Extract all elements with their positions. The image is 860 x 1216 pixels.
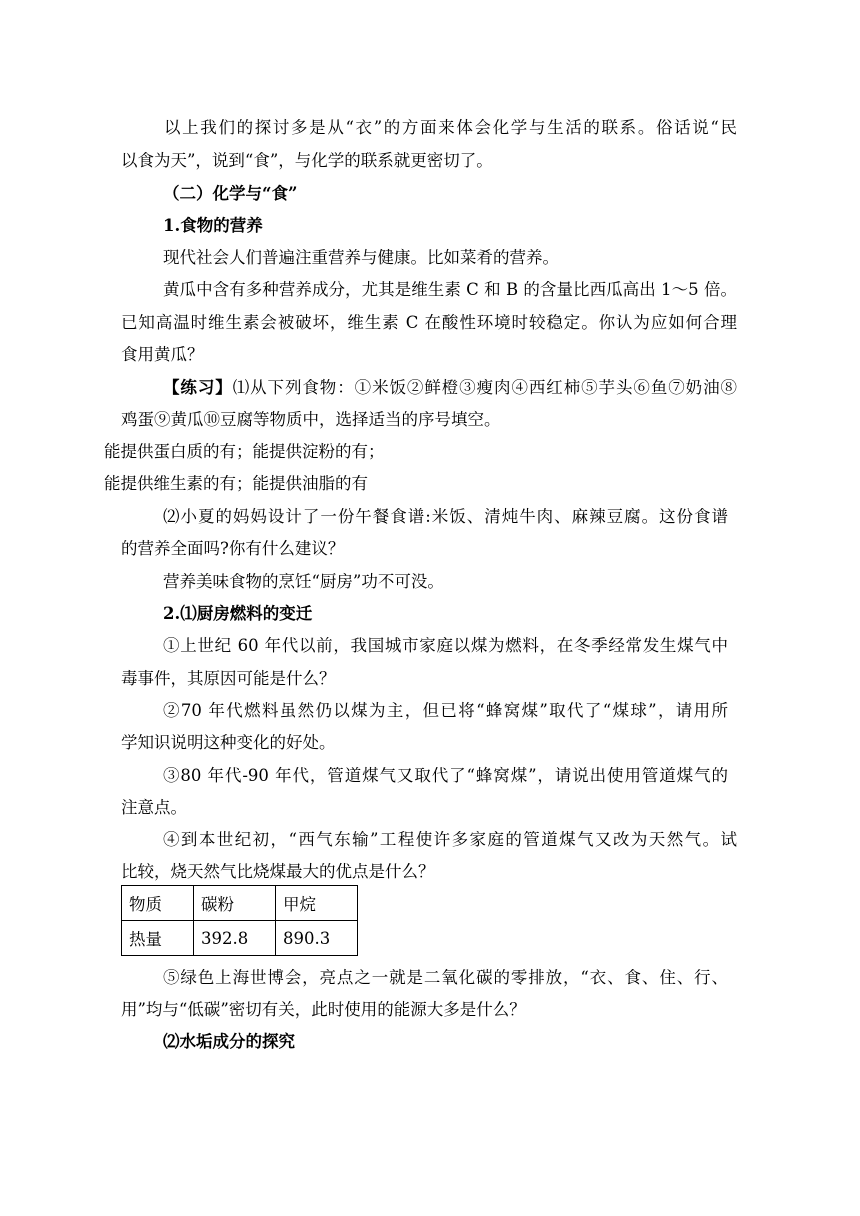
table-cell: 热量 bbox=[122, 921, 194, 956]
subsection-heading-nutrition: 1.食物的营养 bbox=[163, 216, 263, 235]
fuel-question-5-line-1: ⑤绿色上海世博会，亮点之一就是二氧化碳的零排放，“衣、食、住、行、 bbox=[163, 968, 728, 987]
exercise-line-2: 鸡蛋⑨黄瓜⑩豆腐等物质中，选择适当的序号填空。 bbox=[121, 410, 501, 429]
fuel-question-2-line-1: ②70 年代燃料虽然仍以煤为主，但已将“蜂窝煤”取代了“煤球”，请用所 bbox=[163, 701, 728, 720]
table-cell: 碳粉 bbox=[194, 886, 276, 921]
fill-blank-line-2: 能提供维生素的有；能提供油脂的有 bbox=[104, 474, 368, 493]
exercise-label: 【练习】 bbox=[163, 378, 233, 397]
fuel-question-1-line-2: 毒事件，其原因可能是什么？ bbox=[121, 669, 336, 688]
nutrition-paragraph: 现代社会人们普遍注重营养与健康。比如菜肴的营养。 bbox=[163, 248, 559, 267]
kitchen-paragraph: 营养美味食物的烹饪“厨房”功不可没。 bbox=[163, 572, 444, 591]
table-cell: 物质 bbox=[122, 886, 194, 921]
cucumber-line-1: 黄瓜中含有多种营养成分，尤其是维生素 C 和 B 的含量比西瓜高出 1～5 倍。 bbox=[163, 280, 737, 299]
lunch-line-2: 的营养全面吗?你有什么建议？ bbox=[121, 539, 345, 558]
heat-value-table bbox=[121, 885, 358, 956]
fuel-question-4-line-1: ④到本世纪初，“西气东输”工程使许多家庭的管道煤气又改为天然气。试 bbox=[163, 830, 737, 849]
subsection-heading-scale: ⑵水垢成分的探究 bbox=[163, 1032, 295, 1051]
cucumber-line-2: 已知高温时维生素会被破坏，维生素 C 在酸性环境时较稳定。你认为应如何合理 bbox=[121, 313, 737, 332]
cucumber-line-3: 食用黄瓜？ bbox=[121, 345, 204, 364]
fuel-question-1-line-1: ①上世纪 60 年代以前，我国城市家庭以煤为燃料，在冬季经常发生煤气中 bbox=[163, 636, 728, 655]
table-cell: 890.3 bbox=[276, 921, 358, 956]
fuel-question-4-line-2: 比较，烧天然气比烧煤最大的优点是什么？ bbox=[121, 862, 435, 881]
intro-line-2: 以食为天”，说到“食”，与化学的联系就更密切了。 bbox=[121, 151, 493, 170]
fuel-question-3-line-2: 注意点。 bbox=[121, 798, 187, 817]
lunch-line-1: ⑵小夏的妈妈设计了一份午餐食谱:米饭、清炖牛肉、麻辣豆腐。这份食谱 bbox=[163, 507, 728, 526]
exercise-text: ⑴从下列食物：①米饭②鲜橙③瘦肉④西红柿⑤芋头⑥鱼⑦奶油⑧ bbox=[232, 378, 737, 397]
subsection-heading-fuel: 2.⑴厨房燃料的变迁 bbox=[163, 604, 313, 623]
fill-blank-line-1: 能提供蛋白质的有；能提供淀粉的有； bbox=[104, 442, 385, 461]
fuel-question-5-line-2: 用”均与“低碳”密切有关，此时使用的能源大多是什么？ bbox=[121, 1000, 526, 1019]
table-row bbox=[122, 921, 358, 956]
fuel-question-3-line-1: ③80 年代-90 年代，管道煤气又取代了“蜂窝煤”，请说出使用管道煤气的 bbox=[163, 766, 728, 785]
table-row bbox=[122, 886, 358, 921]
section-heading: （二）化学与“食” bbox=[163, 184, 298, 203]
exercise-line-1 bbox=[163, 377, 737, 399]
table-cell: 392.8 bbox=[194, 921, 276, 956]
intro-line-1: 以上我们的探讨多是从“衣”的方面来体会化学与生活的联系。俗话说“民 bbox=[164, 118, 737, 137]
table-cell: 甲烷 bbox=[276, 886, 358, 921]
fuel-question-2-line-2: 学知识说明这种变化的好处。 bbox=[121, 733, 336, 752]
